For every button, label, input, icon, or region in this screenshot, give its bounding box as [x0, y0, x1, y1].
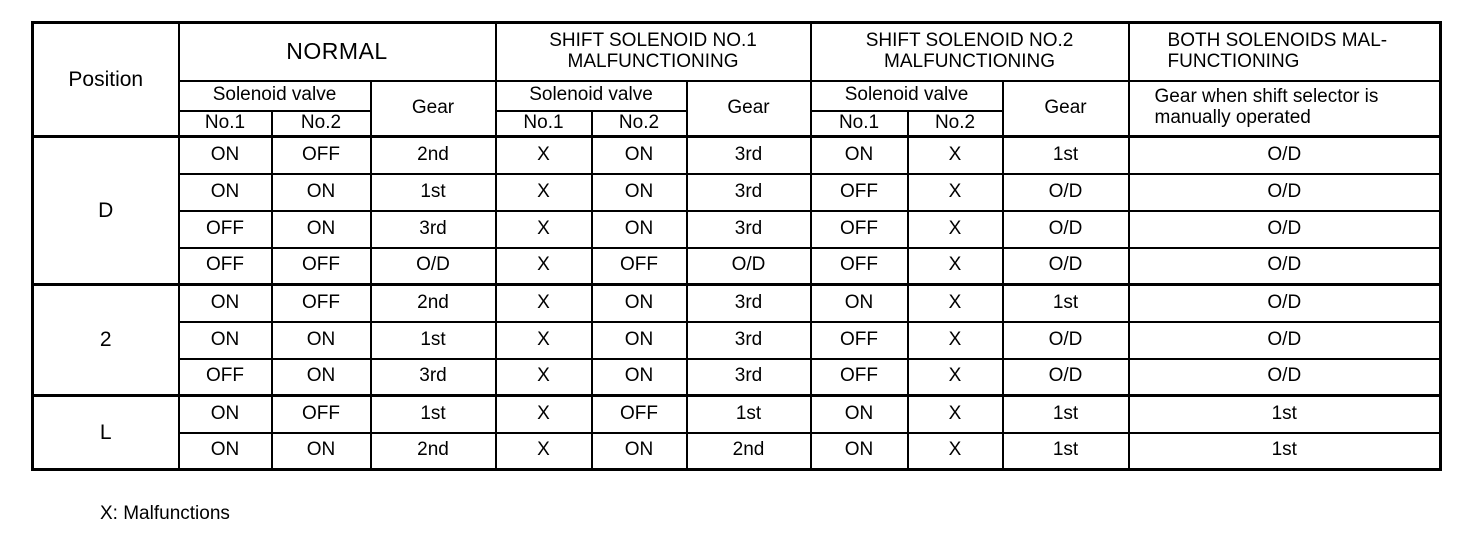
shift2-no1-cell: OFF [811, 174, 908, 211]
shift1-no1-cell: X [496, 211, 592, 248]
shift1-gear-cell: O/D [687, 248, 811, 285]
normal-gear-cell: 3rd [371, 211, 496, 248]
solenoid-table-wrapper [31, 21, 1442, 471]
shift2-no1-header: No.1 [811, 111, 908, 137]
shift1-no2-cell: ON [592, 174, 687, 211]
shift2-no1-cell: ON [811, 285, 908, 322]
shift1-no1-cell: X [496, 359, 592, 396]
position-cell: D [33, 137, 179, 285]
shift1-no2-cell: OFF [592, 396, 687, 433]
shift2-no1-cell: ON [811, 137, 908, 174]
shift2-no1-cell: OFF [811, 322, 908, 359]
table-row [33, 211, 1441, 248]
shift2-no2-cell: X [908, 359, 1003, 396]
both-solenoids-header-line2: FUNCTIONING [1167, 50, 1300, 72]
normal-no1-cell: ON [179, 285, 272, 322]
shift-solenoid-1-header [496, 23, 811, 81]
header-row-2 [33, 81, 1441, 111]
shift2-no2-cell: X [908, 433, 1003, 470]
position-cell: 2 [33, 285, 179, 396]
normal-no1-cell: ON [179, 322, 272, 359]
shift2-gear-cell: 1st [1003, 396, 1129, 433]
solenoid-malfunction-table [31, 21, 1442, 471]
shift1-gear-cell: 3rd [687, 174, 811, 211]
shift2-gear-header: Gear [1003, 81, 1129, 137]
shift2-gear-cell: 1st [1003, 433, 1129, 470]
table-row [33, 359, 1441, 396]
shift1-gear-cell: 3rd [687, 211, 811, 248]
normal-no2-cell: ON [272, 322, 371, 359]
position-cell: L [33, 396, 179, 470]
shift2-no2-cell: X [908, 137, 1003, 174]
position-header-label: Position [68, 67, 144, 91]
normal-gear-cell: 2nd [371, 433, 496, 470]
shift2-gear-cell: O/D [1003, 322, 1129, 359]
normal-no1-cell: ON [179, 433, 272, 470]
shift1-gear-header: Gear [687, 81, 811, 137]
both-malfunction-gear-cell: O/D [1129, 248, 1441, 285]
shift2-no2-cell: X [908, 396, 1003, 433]
table-row [33, 433, 1441, 470]
shift2-gear-cell: O/D [1003, 359, 1129, 396]
shift1-no1-cell: X [496, 137, 592, 174]
shift2-gear-cell: O/D [1003, 248, 1129, 285]
manual-gear-header-line1: Gear when shift selector is [1154, 86, 1379, 108]
both-malfunction-gear-cell: O/D [1129, 359, 1441, 396]
table-row [33, 322, 1441, 359]
manual-gear-header [1129, 81, 1441, 137]
shift1-no2-cell: ON [592, 211, 687, 248]
shift1-no2-cell: ON [592, 322, 687, 359]
table-row [33, 396, 1441, 433]
shift2-no1-cell: OFF [811, 248, 908, 285]
footnote: X: Malfunctions [100, 503, 230, 524]
normal-gear-cell: 2nd [371, 285, 496, 322]
shift2-no1-cell: OFF [811, 211, 908, 248]
normal-gear-cell: 3rd [371, 359, 496, 396]
shift1-no1-cell: X [496, 285, 592, 322]
shift1-gear-cell: 3rd [687, 137, 811, 174]
normal-no2-cell: OFF [272, 285, 371, 322]
shift1-no2-cell: OFF [592, 248, 687, 285]
both-malfunction-gear-cell: O/D [1129, 285, 1441, 322]
shift1-gear-cell: 2nd [687, 433, 811, 470]
shift1-no2-cell: ON [592, 137, 687, 174]
both-solenoids-header [1129, 23, 1441, 81]
shift1-no2-header: No.2 [592, 111, 687, 137]
table-row [33, 285, 1441, 322]
normal-gear-cell: 1st [371, 174, 496, 211]
shift1-no2-cell: ON [592, 285, 687, 322]
normal-gear-cell: O/D [371, 248, 496, 285]
shift1-no1-header: No.1 [496, 111, 592, 137]
normal-gear-header: Gear [371, 81, 496, 137]
normal-no1-cell: ON [179, 137, 272, 174]
normal-no2-cell: ON [272, 433, 371, 470]
normal-gear-cell: 2nd [371, 137, 496, 174]
normal-no2-cell: OFF [272, 396, 371, 433]
both-malfunction-gear-cell: 1st [1129, 396, 1441, 433]
shift1-no1-cell: X [496, 396, 592, 433]
shift2-no1-cell: OFF [811, 359, 908, 396]
shift1-gear-cell: 3rd [687, 322, 811, 359]
header-row-1 [33, 23, 1441, 81]
shift1-solenoid-valve-header: Solenoid valve [496, 81, 687, 111]
shift2-no2-header: No.2 [908, 111, 1003, 137]
normal-gear-cell: 1st [371, 396, 496, 433]
normal-no1-cell: OFF [179, 211, 272, 248]
normal-no1-cell: OFF [179, 248, 272, 285]
shift2-no2-cell: X [908, 211, 1003, 248]
shift1-no1-cell: X [496, 433, 592, 470]
shift2-no2-cell: X [908, 285, 1003, 322]
normal-header: NORMAL [179, 23, 496, 81]
both-malfunction-gear-cell: 1st [1129, 433, 1441, 470]
shift1-no2-cell: ON [592, 359, 687, 396]
shift1-no2-cell: ON [592, 433, 687, 470]
shift2-gear-cell: 1st [1003, 137, 1129, 174]
both-solenoids-header-line1: BOTH SOLENOIDS MAL- [1167, 29, 1388, 51]
normal-no2-cell: ON [272, 174, 371, 211]
shift-solenoid-2-header [811, 23, 1129, 81]
shift2-no2-cell: X [908, 174, 1003, 211]
shift1-no1-cell: X [496, 174, 592, 211]
shift1-no1-cell: X [496, 248, 592, 285]
shift1-no1-cell: X [496, 322, 592, 359]
shift2-no1-cell: ON [811, 433, 908, 470]
normal-no1-cell: OFF [179, 359, 272, 396]
normal-no2-header: No.2 [272, 111, 371, 137]
normal-no2-cell: OFF [272, 137, 371, 174]
both-malfunction-gear-cell: O/D [1129, 211, 1441, 248]
both-malfunction-gear-cell: O/D [1129, 137, 1441, 174]
position-header [33, 23, 179, 137]
both-malfunction-gear-cell: O/D [1129, 174, 1441, 211]
normal-gear-cell: 1st [371, 322, 496, 359]
normal-solenoid-valve-header: Solenoid valve [179, 81, 371, 111]
shift1-gear-cell: 3rd [687, 359, 811, 396]
shift-solenoid-1-header-line2: MALFUNCTIONING [567, 50, 739, 72]
shift2-no1-cell: ON [811, 396, 908, 433]
shift1-gear-cell: 1st [687, 396, 811, 433]
shift1-gear-cell: 3rd [687, 285, 811, 322]
shift-solenoid-2-header-line2: MALFUNCTIONING [884, 50, 1056, 72]
normal-no1-cell: ON [179, 174, 272, 211]
normal-no1-cell: ON [179, 396, 272, 433]
normal-no1-header: No.1 [179, 111, 272, 137]
normal-no2-cell: OFF [272, 248, 371, 285]
shift2-gear-cell: O/D [1003, 174, 1129, 211]
shift-solenoid-1-header-line1: SHIFT SOLENOID NO.1 [549, 29, 757, 51]
shift2-no2-cell: X [908, 248, 1003, 285]
shift2-gear-cell: O/D [1003, 211, 1129, 248]
normal-no2-cell: ON [272, 359, 371, 396]
table-row [33, 174, 1441, 211]
table-row [33, 137, 1441, 174]
shift2-no2-cell: X [908, 322, 1003, 359]
normal-no2-cell: ON [272, 211, 371, 248]
shift2-solenoid-valve-header: Solenoid valve [811, 81, 1003, 111]
manual-gear-header-line2: manually operated [1154, 107, 1311, 129]
shift2-gear-cell: 1st [1003, 285, 1129, 322]
both-malfunction-gear-cell: O/D [1129, 322, 1441, 359]
shift-solenoid-2-header-line1: SHIFT SOLENOID NO.2 [865, 29, 1074, 51]
table-row [33, 248, 1441, 285]
